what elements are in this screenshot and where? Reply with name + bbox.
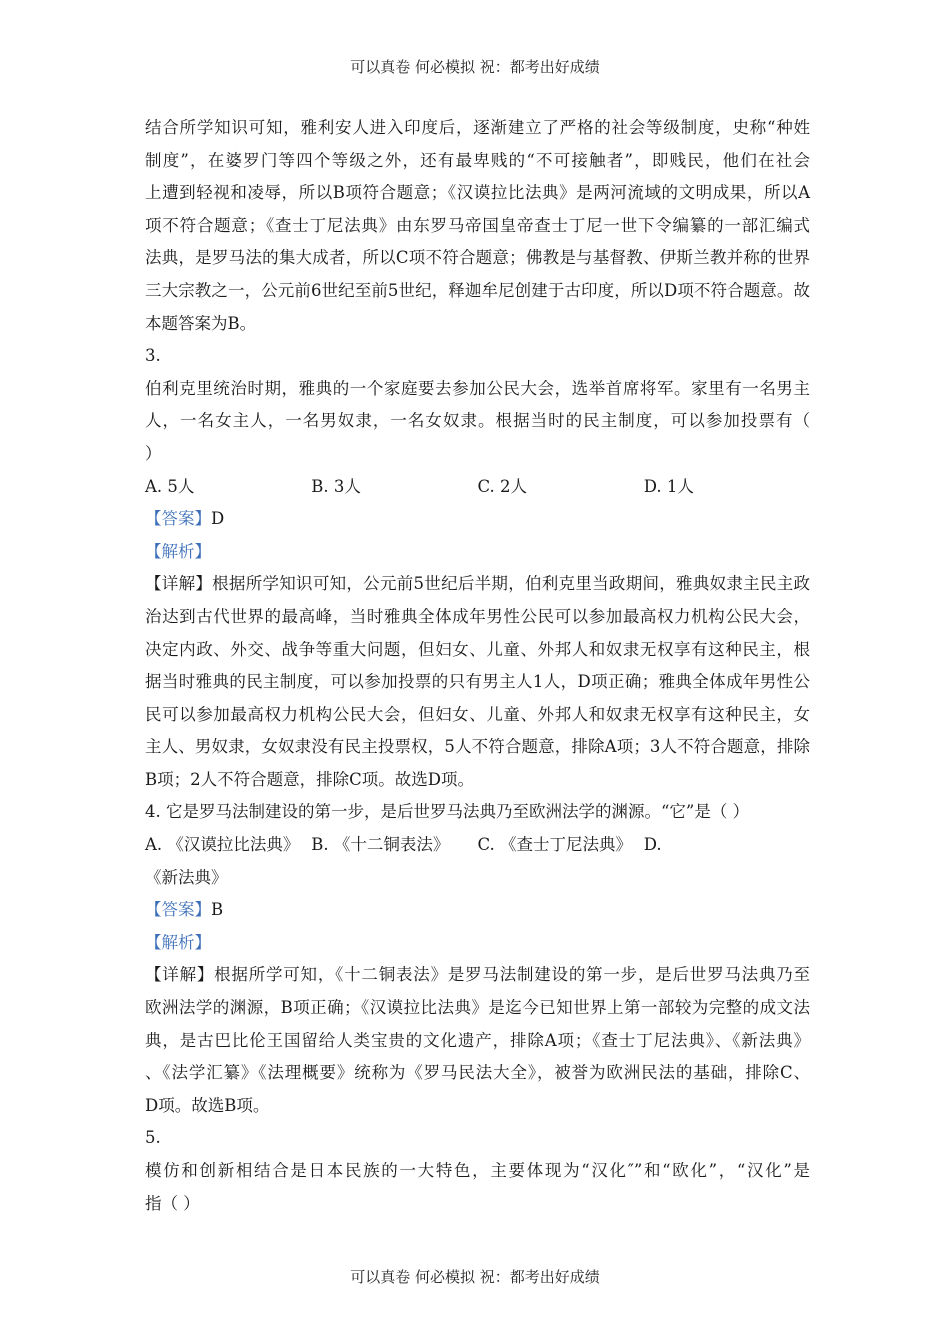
question-stem-line: 4. 它是罗马法制建设的第一步，是后世罗马法典乃至欧洲法学的渊源。“它”是（ ） xyxy=(145,802,750,822)
text-line: 本题答案为B。 xyxy=(145,313,257,333)
answer-value: D xyxy=(211,509,225,529)
question-number: 5. xyxy=(145,1128,161,1148)
detail-line: 据当时雅典的民主制度，可以参加投票的只有男主人1人，D项正确；雅典全体成年男性公 xyxy=(145,672,810,692)
analysis-line xyxy=(145,536,810,569)
detail-line: 、《法学汇纂》《法理概要》统称为《罗马民法大全》，被誉为欧洲民法的基础，排除C、 xyxy=(145,1063,810,1083)
question-number: 3. xyxy=(145,346,161,366)
question-stem-line: ） xyxy=(145,443,162,463)
option-a: A. 《汉谟拉比法典》 xyxy=(145,835,300,855)
option-b: B. 《十二铜表法》 xyxy=(311,835,450,855)
text-line: 三大宗教之一，公元前6世纪至前5世纪，释迦牟尼创建于古印度，所以D项不符合题意。故 xyxy=(145,280,810,300)
question-stem-line: 模仿和创新相结合是日本民族的一大特色，主要体现为“汉化″”和“欧化”，“汉化”是 xyxy=(145,1161,810,1180)
option-d: D. xyxy=(643,835,662,855)
text-line: 结合所学知识可知，雅利安人进入印度后，逐渐建立了严格的社会等级制度，史称“种姓 xyxy=(145,118,810,137)
question-stem-line: 人，一名女主人，一名男奴隶，一名女奴隶。根据当时的民主制度，可以参加投票有（ xyxy=(145,411,810,431)
question-5 xyxy=(145,1122,810,1220)
detail-tag: 【详解】 xyxy=(145,574,213,594)
option-b: B. 3人 xyxy=(311,476,361,496)
question-stem-line: 指（ ） xyxy=(145,1193,200,1213)
detail-tag: 【详解】 xyxy=(145,965,215,985)
option-a: A. 5人 xyxy=(145,476,195,496)
page-footer: 可以真卷 何必模拟 祝：都考出好成绩 xyxy=(350,1268,600,1286)
question-stem-line: 伯利克里统治时期，雅典的一个家庭要去参加公民大会，选举首席将军。家里有一名男主 xyxy=(145,378,810,398)
answer-line xyxy=(145,894,810,927)
analysis-tag: 【解析】 xyxy=(145,932,211,952)
answer-line xyxy=(145,503,810,536)
answer-tag: 【答案】 xyxy=(145,509,211,529)
option-d-continued: 《新法典》 xyxy=(145,867,228,887)
answer-tag: 【答案】 xyxy=(145,900,211,920)
detail-text: 根据所学可知，《十二铜表法》是罗马法制建设的第一步，是后世罗马法典乃至 xyxy=(214,965,811,985)
text-line: 项不符合题意；《查士丁尼法典》由东罗马帝国皇帝查士丁尼一世下令编纂的一部汇编式 xyxy=(145,215,810,235)
detail-line: 主人、男奴隶，女奴隶没有民主投票权，5人不符合题意，排除A项；3人不符合题意，排除 xyxy=(145,737,810,757)
text-line: 上遭到轻视和凌辱，所以B项符合题意；《汉谟拉比法典》是两河流域的文明成果，所以A xyxy=(145,183,810,203)
detail-line xyxy=(145,959,810,992)
detail-line: 决定内政、外交、战争等重大问题，但妇女、儿童、外邦人和奴隶无权享有这种民主，根 xyxy=(145,639,810,659)
detail-line: 民可以参加最高权力机构公民大会，但妇女、儿童、外邦人和奴隶无权享有这种民主，女 xyxy=(145,704,810,724)
option-c: C. 《查士丁尼法典》 xyxy=(477,835,633,855)
detail-text: 根据所学知识可知，公元前5世纪后半期，伯利克里当政期间，雅典奴隶主民主政 xyxy=(212,574,811,594)
detail-line xyxy=(145,568,810,601)
text-line: 制度”，在婆罗门等四个等级之外，还有最卑贱的“不可接触者”，即贱民，他们在社会 xyxy=(145,150,810,170)
analysis-tag: 【解析】 xyxy=(145,541,211,561)
detail-line: D项。故选B项。 xyxy=(145,1095,270,1115)
question-3 xyxy=(145,340,810,796)
options-row xyxy=(145,829,810,862)
page-header: 可以真卷 何必模拟 祝：都考出好成绩 xyxy=(350,58,600,76)
detail-line: 治达到古代世界的最高峰，当时雅典全体成年男性公民可以参加最高权力机构公民大会， xyxy=(145,606,810,626)
option-d: D. 1人 xyxy=(643,476,694,496)
options-row xyxy=(145,471,810,504)
answer-value: B xyxy=(211,900,224,920)
text-line: 法典，是罗马法的集大成者，所以C项不符合题意；佛教是与基督教、伊斯兰教并称的世界 xyxy=(145,248,810,268)
question-4 xyxy=(145,796,810,1122)
detail-line: 典，是古巴比伦王国留给人类宝贵的文化遗产，排除A项；《查士丁尼法典》、《新法典》 xyxy=(145,1030,810,1050)
detail-line: 欧洲法学的渊源，B项正确；《汉谟拉比法典》是迄今已知世界上第一部较为完整的成文法 xyxy=(145,998,810,1018)
analysis-line xyxy=(145,927,810,960)
q2-analysis xyxy=(145,112,810,340)
option-c: C. 2人 xyxy=(477,476,528,496)
detail-line: B项；2人不符合题意，排除C项。故选D项。 xyxy=(145,769,474,789)
page-content xyxy=(145,112,810,1220)
